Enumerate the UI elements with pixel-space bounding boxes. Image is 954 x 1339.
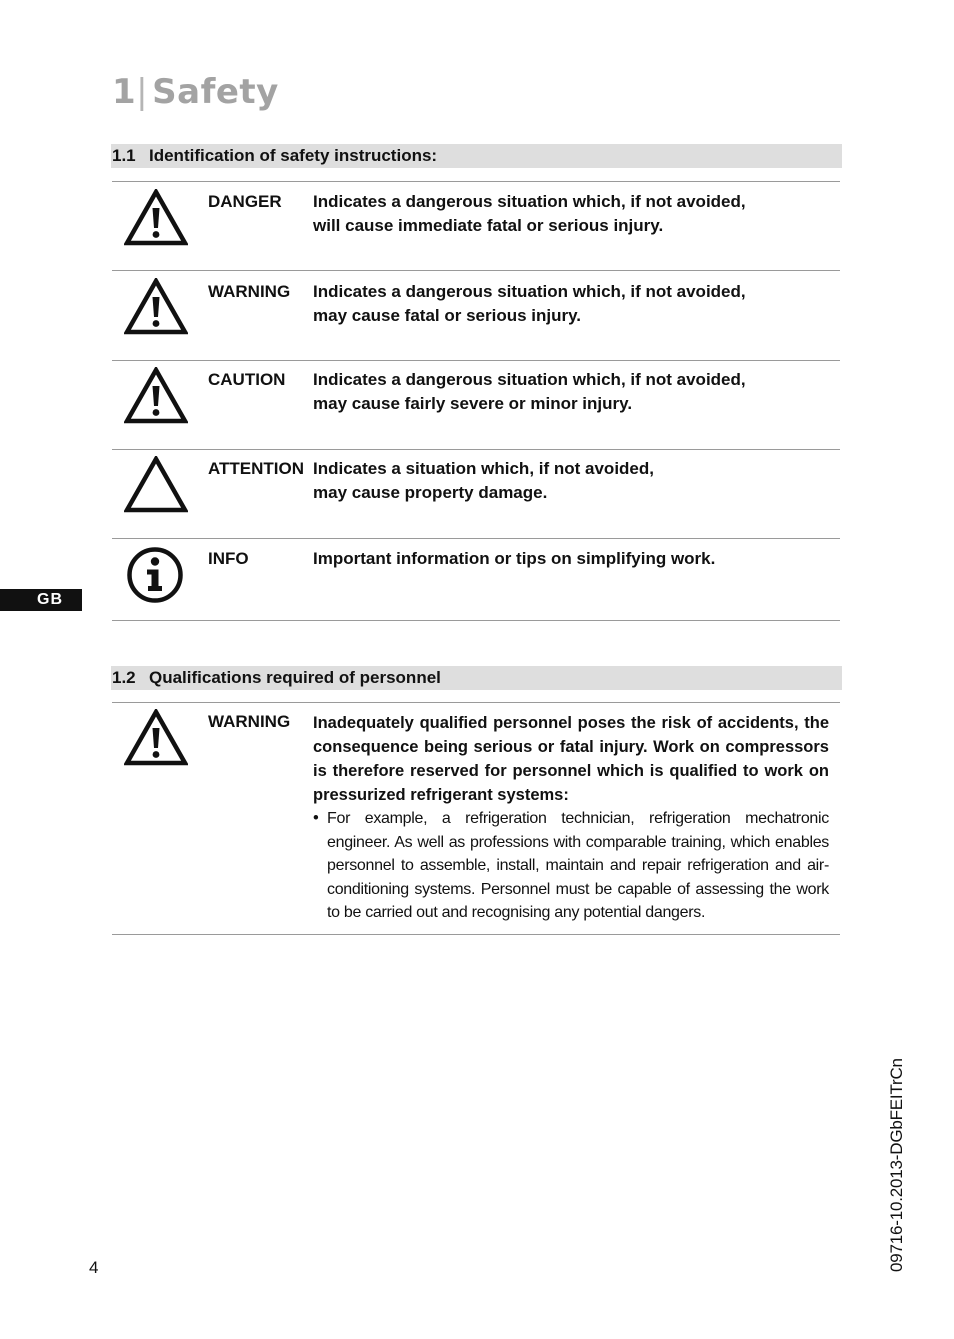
info-description (313, 547, 715, 571)
language-tab: GB (0, 589, 82, 611)
warning-triangle-icon (124, 367, 188, 425)
warning-triangle-icon (124, 278, 188, 336)
info-icon (124, 545, 188, 605)
description-line: will cause immediate fatal or serious injury. (313, 216, 664, 235)
signal-word-warning: WARNING (208, 712, 291, 731)
attention-description (313, 457, 654, 505)
warning-paragraph: Inadequately qualified personnel poses the risk of accidents, the consequence being serious or fatal injury. Work on compressors is therefore reserved for personnel which is qualified to work on pressurized refrigerant systems: (313, 714, 829, 804)
description-line: may cause fatal or serious injury. (313, 306, 582, 325)
qualification-warning-text (313, 711, 829, 925)
section-heading-1-1 (111, 144, 842, 168)
signal-word-danger: DANGER (208, 192, 282, 211)
warning-triangle-icon (124, 189, 188, 247)
description-line: Important information or tips on simplifying work. (313, 549, 716, 568)
divider (112, 538, 840, 539)
signal-word-warning: WARNING (208, 282, 291, 301)
section-title: Identification of safety instructions: (149, 146, 438, 165)
warning-description (313, 280, 746, 328)
description-line: Indicates a dangerous situation which, if not avoided, (313, 370, 746, 389)
signal-word-info: INFO (208, 549, 249, 568)
description-line: Indicates a dangerous situation which, if not avoided, (313, 192, 746, 211)
bullet-text: For example, a refrigeration technician, refrigeration mechatronic engineer. As well as professions with comparable training, which enables personnel to assemble, install, maintain and repair refrigeration and air-conditioning systems. Personnel must be capable of assessing the work to be carried out and recognising any potential dangers. (327, 810, 829, 921)
chapter-number: 1 (112, 72, 137, 112)
signal-word-attention: ATTENTION (208, 459, 305, 478)
section-number: 1.1 (112, 146, 136, 165)
danger-description (313, 190, 746, 238)
document-code: 09716-10.2013-DGbFEITrCn (887, 1058, 906, 1272)
list-item (313, 807, 829, 925)
chapter-title (112, 72, 279, 112)
description-line: may cause property damage. (313, 483, 548, 502)
divider (112, 934, 840, 935)
divider (112, 702, 840, 703)
title-separator: | (136, 72, 149, 112)
bullet: • (313, 809, 319, 827)
warning-triangle-icon (124, 709, 188, 767)
section-number: 1.2 (112, 668, 136, 687)
divider (112, 449, 840, 450)
attention-triangle-icon (124, 456, 188, 514)
caution-description (313, 368, 746, 416)
description-line: Indicates a situation which, if not avoided, (313, 459, 654, 478)
page-number: 4 (89, 1258, 99, 1277)
divider (112, 270, 840, 271)
divider (112, 181, 840, 182)
section-heading-1-2 (111, 666, 842, 690)
divider (112, 620, 840, 621)
description-line: Indicates a dangerous situation which, if not avoided, (313, 282, 746, 301)
chapter-title-text: Safety (152, 72, 279, 112)
description-line: may cause fairly severe or minor injury. (313, 394, 633, 413)
section-title: Qualifications required of personnel (149, 668, 441, 687)
divider (112, 360, 840, 361)
signal-word-caution: CAUTION (208, 370, 286, 389)
